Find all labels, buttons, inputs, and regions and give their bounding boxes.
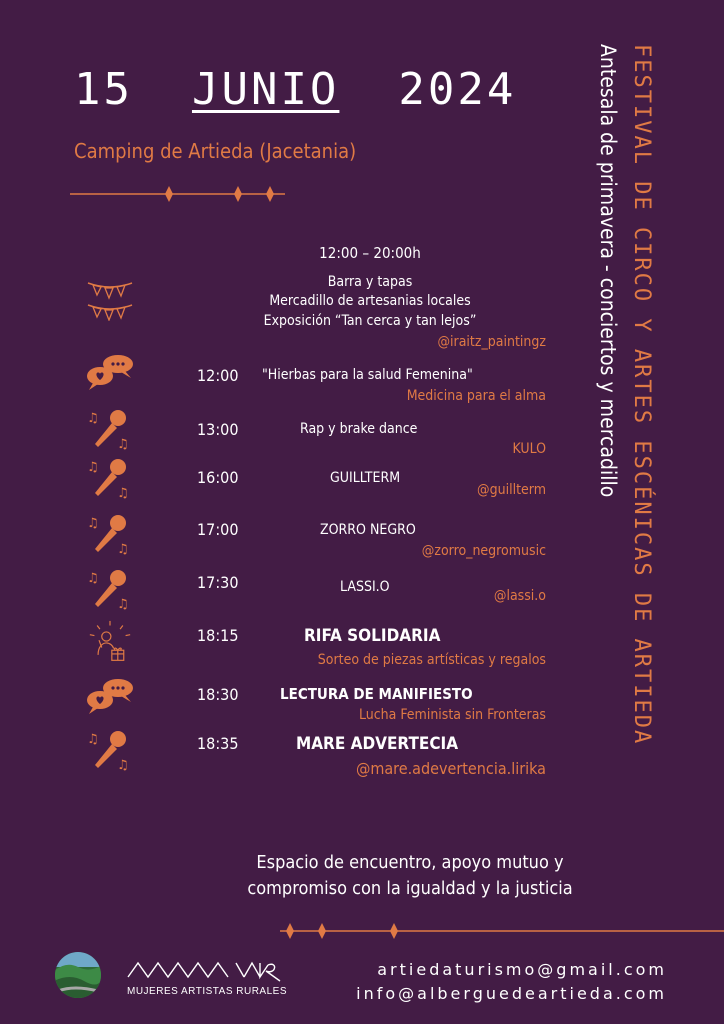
raffle-gift-icon bbox=[85, 620, 135, 664]
subtitle-7: @mare.adevertencia.lirika bbox=[355, 759, 546, 778]
sparkle-icon bbox=[234, 186, 242, 202]
sparkle-icon bbox=[318, 923, 326, 939]
microphone-icon bbox=[85, 513, 135, 557]
time-7: 18:35 bbox=[197, 734, 239, 753]
time-0: 12:00 bbox=[197, 366, 239, 385]
svg-text:♫: ♫ bbox=[87, 571, 99, 586]
intro-line-1: Barra y tapas bbox=[327, 274, 413, 290]
microphone-icon bbox=[85, 408, 135, 452]
svg-text:♫: ♫ bbox=[87, 516, 99, 531]
title-6: LECTURA DE MANIFIESTO bbox=[280, 685, 473, 703]
time-6: 18:30 bbox=[197, 685, 239, 704]
time-3: 17:00 bbox=[197, 520, 239, 539]
date-month: JUNIO bbox=[191, 64, 340, 115]
time-5: 18:15 bbox=[197, 626, 239, 645]
microphone-icon bbox=[85, 457, 135, 501]
svg-text:♫: ♫ bbox=[117, 486, 129, 501]
title-2: GUILLTERM bbox=[330, 470, 401, 486]
subtitle-6: Lucha Feminista sin Fronteras bbox=[358, 707, 546, 723]
svg-text:♫: ♫ bbox=[117, 758, 129, 773]
subtitle-vertical: Antesala de primavera - conciertos y mercadillo bbox=[596, 44, 620, 498]
time-1: 13:00 bbox=[197, 420, 239, 439]
round-landscape-logo bbox=[54, 951, 102, 999]
title-5: RIFA SOLIDARIA bbox=[304, 626, 441, 646]
subtitle-3: @zorro_negromusic bbox=[421, 543, 546, 559]
svg-text:♫: ♫ bbox=[87, 411, 99, 426]
microphone-icon bbox=[85, 729, 135, 773]
subtitle-5: Sorteo de piezas artísticas y regalos bbox=[317, 652, 546, 668]
sparkle-icon bbox=[390, 923, 398, 939]
microphone-icon bbox=[85, 568, 135, 612]
title-0: "Hierbas para la salud Femenina" bbox=[262, 367, 473, 383]
closing-line-2: compromiso con la igualdad y la justicia bbox=[247, 878, 573, 899]
event-date bbox=[74, 64, 516, 115]
title-4: LASSI.O bbox=[340, 579, 390, 595]
subtitle-1: KULO bbox=[512, 441, 546, 457]
svg-text:♫: ♫ bbox=[117, 597, 129, 612]
intro-hours: 12:00 – 20:00h bbox=[319, 244, 421, 262]
festival-title-vertical: FESTIVAL DE CIRCO Y ARTES ESCÉNICAS DE ARTIEDA bbox=[629, 44, 654, 746]
email-2[interactable]: info@alberguedeartieda.com bbox=[356, 984, 667, 1003]
time-2: 16:00 bbox=[197, 468, 239, 487]
closing-message bbox=[200, 850, 620, 902]
closing-line-1: Espacio de encuentro, apoyo mutuo y bbox=[256, 852, 564, 873]
title-1: Rap y brake dance bbox=[300, 421, 418, 437]
intro-line-3: Exposición “Tan cerca y tan lejos” bbox=[263, 313, 477, 329]
intro-line-2: Mercadillo de artesanias locales bbox=[269, 293, 471, 309]
logo-caption: MUJERES ARTISTAS RURALES bbox=[127, 986, 287, 997]
svg-text:♫: ♫ bbox=[87, 460, 99, 475]
sparkle-icon bbox=[286, 923, 294, 939]
mar-logo-mark bbox=[126, 955, 286, 985]
date-day: 15 bbox=[74, 64, 133, 115]
divider-sparkles-top bbox=[70, 182, 290, 206]
sparkle-icon bbox=[165, 186, 173, 202]
svg-text:♫: ♫ bbox=[87, 732, 99, 747]
time-4: 17:30 bbox=[197, 573, 239, 592]
intro-handle: @iraitz_paintingz bbox=[437, 334, 546, 350]
title-3: ZORRO NEGRO bbox=[320, 522, 416, 538]
bunting-icon bbox=[85, 277, 135, 321]
email-1[interactable]: artiedaturismo@gmail.com bbox=[377, 960, 667, 979]
chat-heart-icon bbox=[85, 676, 135, 720]
svg-text:♫: ♫ bbox=[117, 542, 129, 557]
subtitle-0: Medicina para el alma bbox=[406, 388, 546, 404]
svg-text:♫: ♫ bbox=[117, 437, 129, 452]
title-7: MARE ADVERTECIA bbox=[296, 734, 459, 754]
divider-sparkles-bottom bbox=[280, 919, 724, 943]
venue: Camping de Artieda (Jacetania) bbox=[74, 139, 357, 163]
date-year: 2024 bbox=[398, 64, 517, 115]
subtitle-4: @lassi.o bbox=[493, 588, 546, 604]
sparkle-icon bbox=[266, 186, 274, 202]
chat-heart-icon bbox=[85, 352, 135, 396]
subtitle-2: @guillterm bbox=[477, 482, 546, 498]
